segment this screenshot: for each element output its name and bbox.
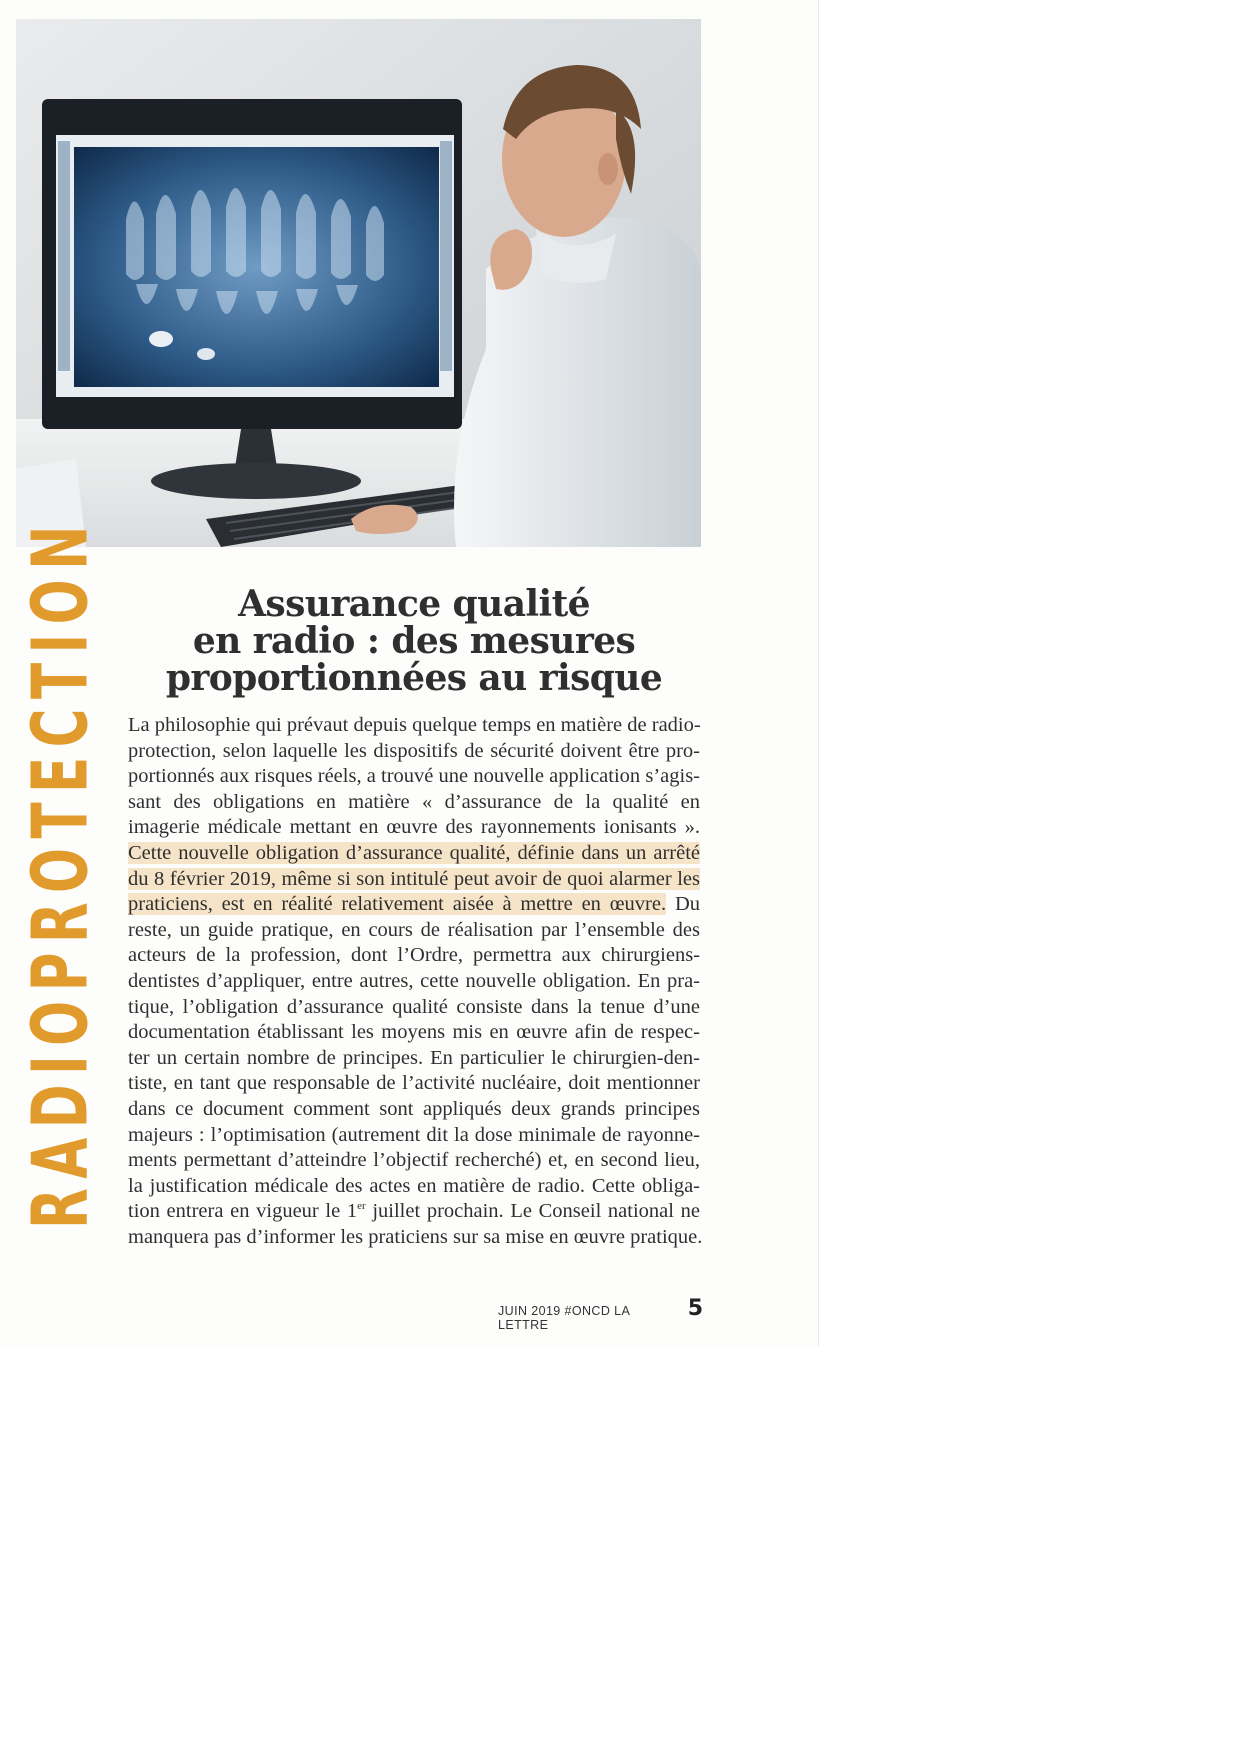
dentist-xray-photo <box>16 19 701 547</box>
body-line: tiste, en tant que responsable de l’activité nucléaire, doit mentionner <box>128 1072 700 1095</box>
body-line-highlighted <box>128 892 700 918</box>
page-number: 5 <box>687 1296 703 1321</box>
body-line: dans ce document comment sont appliqués deux grands principes <box>128 1097 700 1120</box>
title-line: en radio : des mesures <box>192 620 636 662</box>
body-line: manquera pas d’informer les praticiens sur sa mise en œuvre pratique. <box>128 1225 703 1248</box>
page-footer <box>498 1296 703 1332</box>
superscript: er <box>357 1200 366 1213</box>
body-line: La philosophie qui prévaut depuis quelque temps en matière de radio- <box>128 714 701 736</box>
title-line: Assurance qualité <box>238 583 590 625</box>
highlighted-text: du 8 février 2019, même si son intitulé peut avoir de quoi alarmer les <box>128 867 700 890</box>
title-line: proportionnées au risque <box>165 657 663 699</box>
body-line: documentation établissant les moyens mis en œuvre afin de respec- <box>128 1021 700 1044</box>
body-line: la justification médicale des actes en matière de radio. Cette obliga- <box>128 1174 700 1197</box>
highlighted-text: praticiens, est en réalité relativement aisée à mettre en œuvre. <box>128 893 667 916</box>
body-line: sant des obligations en matière « d’assurance de la qualité en <box>128 790 700 813</box>
body-line <box>128 1199 700 1225</box>
photo-illustration <box>16 19 701 547</box>
body-line-highlighted <box>128 841 700 867</box>
issue-label: JUIN 2019 #ONCD LA LETTRE <box>498 1304 630 1332</box>
highlighted-text: Cette nouvelle obligation d’assurance qualité, définie dans un arrêté <box>128 841 700 864</box>
body-line: majeurs : l’optimisation (autrement dit la dose minimale de rayonne- <box>128 1123 700 1146</box>
body-line: ments permettant d’atteindre l’objectif recherché) et, en second lieu, <box>128 1149 700 1172</box>
body-line: portionnés aux risques réels, a trouvé une nouvelle application s’agis- <box>128 765 700 788</box>
article-title <box>128 583 700 699</box>
body-line: acteurs de la profession, dont l’Ordre, permettra aux chirurgiens- <box>128 944 700 967</box>
body-line: imagerie médicale mettant en œuvre des rayonnements ionisants ». <box>128 816 700 839</box>
body-text-fragment: tion entrera en vigueur le 1 <box>128 1200 358 1223</box>
section-label-text: RADIOPROTECTION <box>17 516 106 1229</box>
article-body <box>128 713 703 1250</box>
body-line: protection, selon laquelle les dispositifs de sécurité doivent être pro- <box>128 739 700 762</box>
section-label-vertical <box>17 516 106 1229</box>
body-line: tique, l’obligation d’assurance qualité consiste dans la tenue d’une <box>128 995 700 1018</box>
body-line: reste, un guide pratique, en cours de réalisation par l’ensemble des <box>128 918 700 941</box>
body-line: ter un certain nombre de principes. En particulier le chirurgien-den- <box>128 1046 700 1069</box>
body-line: dentistes d’appliquer, entre autres, cette nouvelle obligation. En pra- <box>128 969 700 992</box>
body-text-fragment: Du <box>674 893 701 916</box>
body-text-fragment: juillet prochain. Le Conseil national ne <box>365 1200 700 1223</box>
body-line-highlighted <box>128 867 700 893</box>
